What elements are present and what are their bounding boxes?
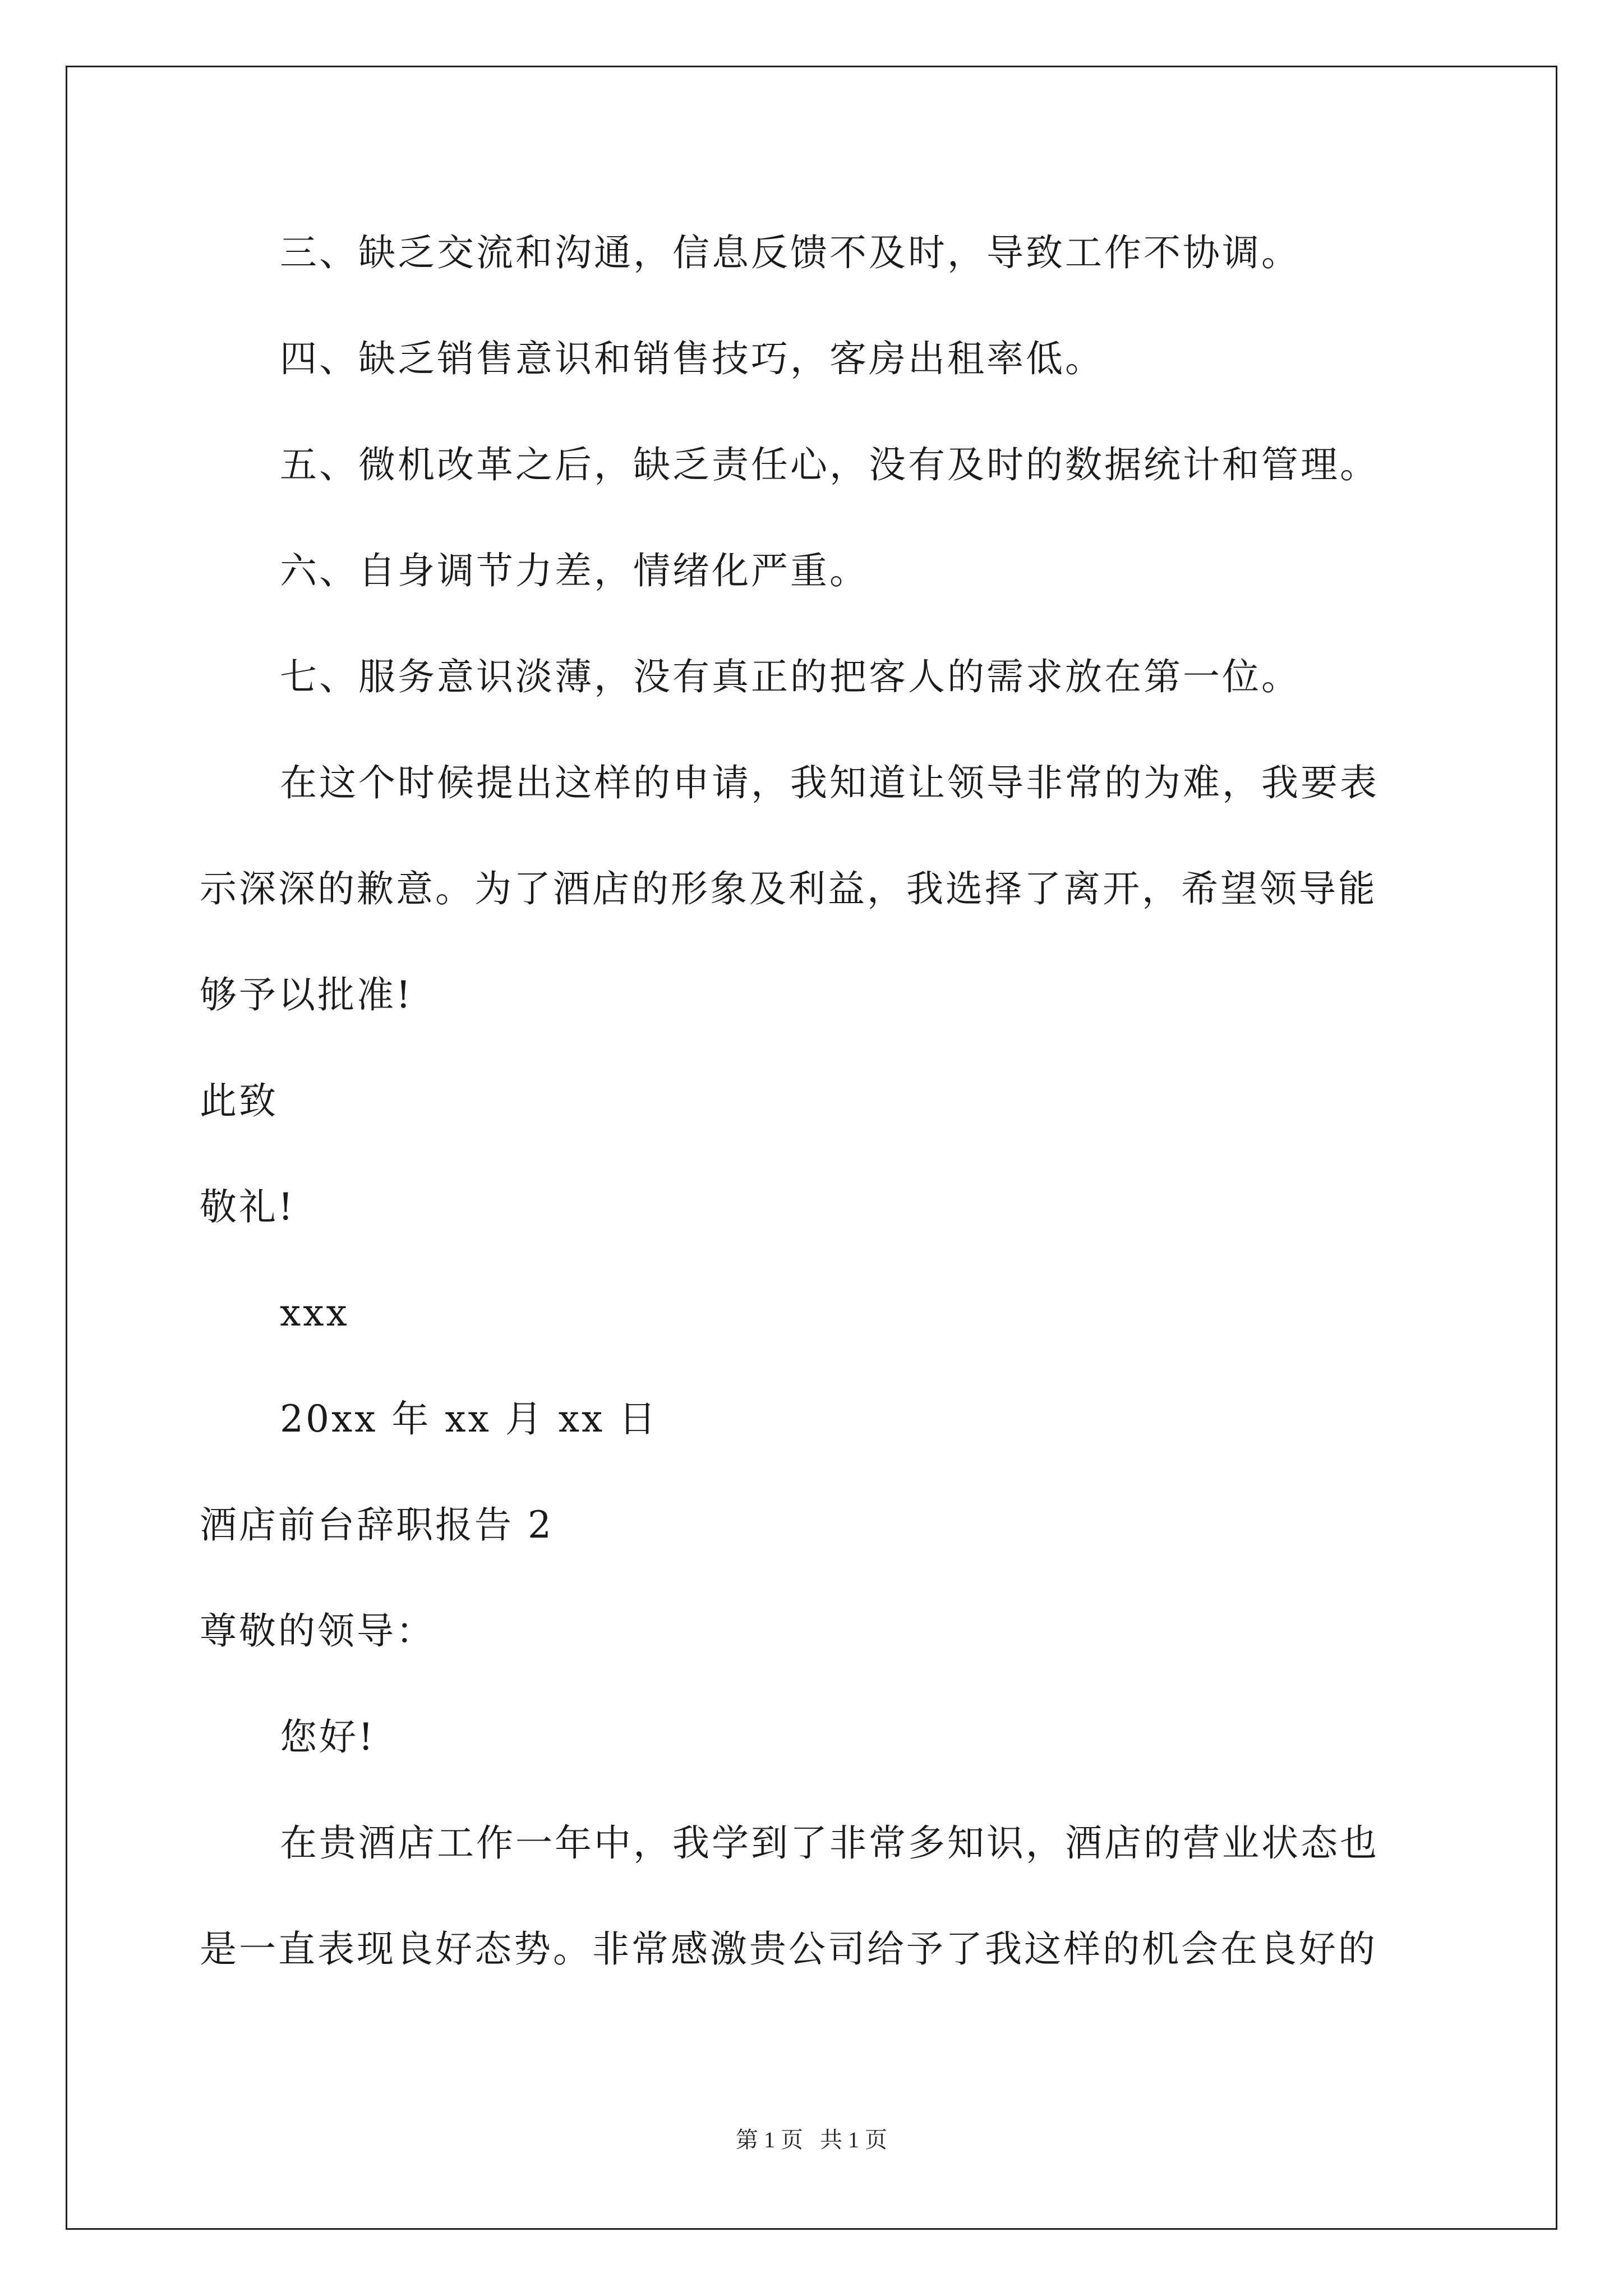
list-item-4: 四、缺乏销售意识和销售技巧，客房出租率低。	[280, 337, 1104, 380]
closing-regards: 敬礼!	[200, 1185, 296, 1228]
list-item-3: 三、缺乏交流和沟通，信息反馈不及时，导致工作不协调。	[280, 231, 1301, 274]
paragraph-line: 在贵酒店工作一年中，我学到了非常多知识，酒店的营业状态也	[280, 1821, 1379, 1865]
signature-date: 20xx 年 xx 月 xx 日	[280, 1397, 658, 1441]
section-title: 酒店前台辞职报告 2	[200, 1503, 554, 1547]
signature-name: xxx	[280, 1291, 349, 1335]
list-item-5: 五、微机改革之后，缺乏责任心，没有及时的数据统计和管理。	[280, 443, 1379, 486]
closing-salutation: 此致	[200, 1079, 278, 1122]
letter-greeting: 尊敬的领导：	[200, 1609, 435, 1653]
letter-hello: 您好!	[280, 1715, 376, 1759]
page-number-footer: 第 1 页 共 1 页	[736, 2127, 887, 2152]
paragraph-line: 示深深的歉意。为了酒店的形象及利益，我选择了离开，希望领导能	[200, 867, 1377, 910]
list-item-7: 七、服务意识淡薄，没有真正的把客人的需求放在第一位。	[280, 655, 1301, 698]
paragraph-line: 是一直表现良好态势。非常感激贵公司给予了我这样的机会在良好的	[200, 1927, 1377, 1971]
list-item-6: 六、自身调节力差，情绪化严重。	[280, 549, 869, 592]
paragraph-line: 在这个时候提出这样的申请，我知道让领导非常的为难，我要表	[280, 761, 1379, 804]
page-frame	[66, 66, 1557, 2230]
paragraph-line: 够予以批准!	[200, 973, 413, 1016]
